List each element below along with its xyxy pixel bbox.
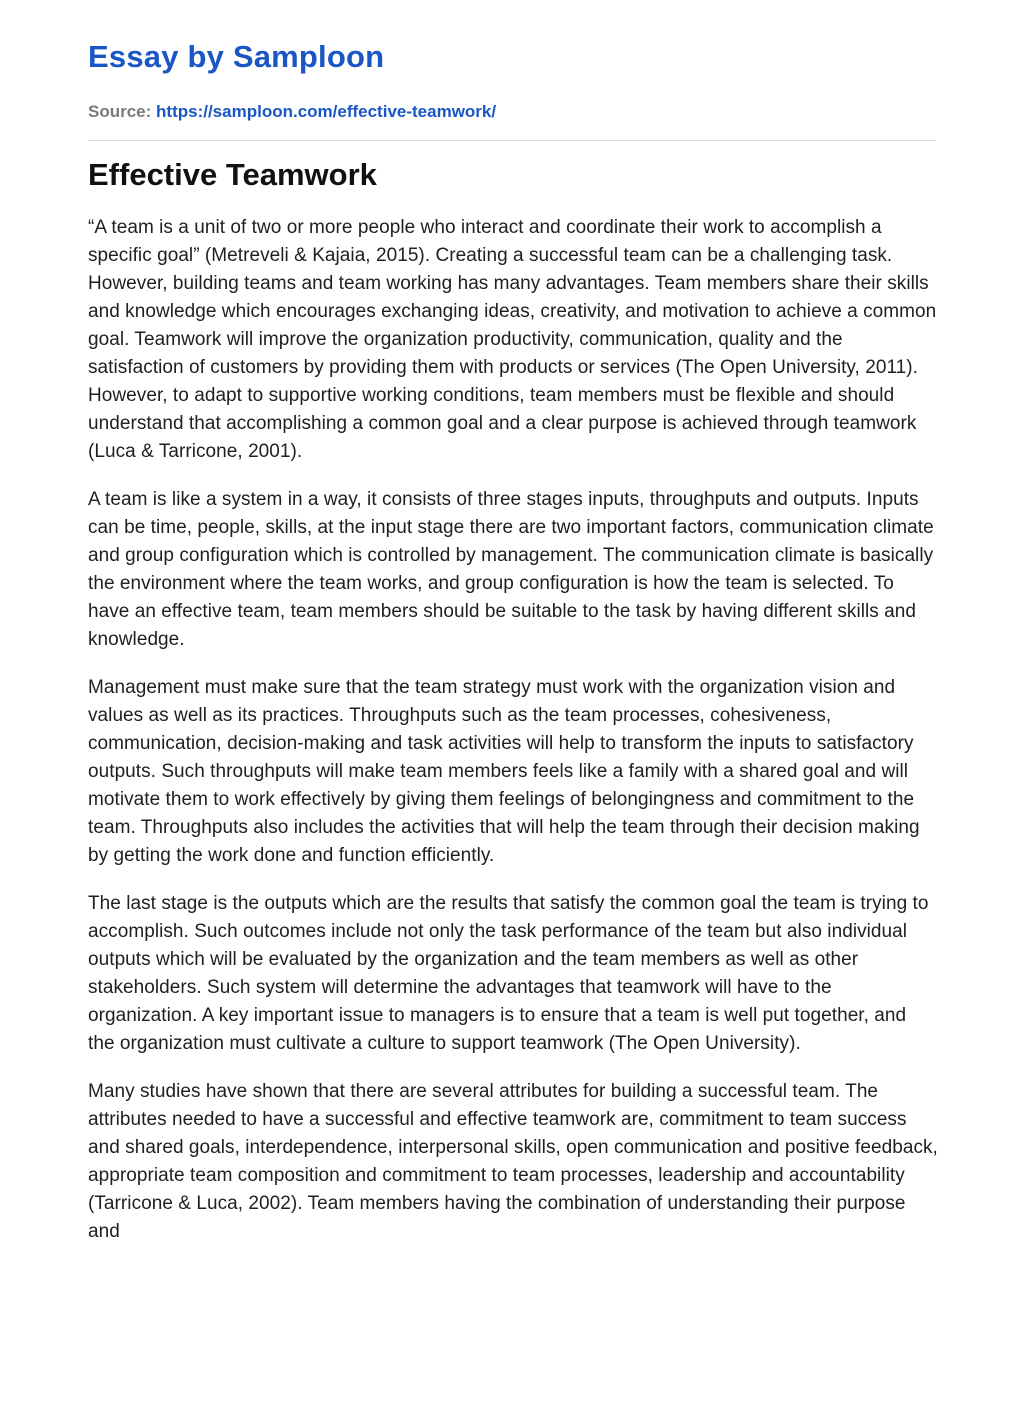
essay-paragraph: A team is like a system in a way, it consists of three stages inputs, throughputs and outputs. Inputs can be time, people, skills, at the input stage there are two important factors, communication climate and group configuration which is controlled by management. The communication climate is basically the environment where the team works, and group configuration is how the team is selected. To have an effective team, team members should be suitable to the task by having different skills and knowledge. xyxy=(88,489,934,650)
essay-paragraph: “A team is a unit of two or more people who interact and coordinate their work to accomplish a specific goal” (Metreveli & Kajaia, 2015). Creating a successful team can be a challenging task. However, building teams and team working has many advantages. Team members share their skills and knowledge which encourages exchanging ideas, creativity, and motivation to achieve a common goal. Teamwork will improve the organization productivity, communication, quality and the satisfaction of customers by providing them with products or services (The Open University, 2011). However, to adapt to supportive working conditions, team members must be flexible and should understand that accomplishing a common goal and a clear purpose is achieved through teamwork (Luca & Tarricone, 2001). xyxy=(88,217,937,462)
site-brand: Essay by Samploon xyxy=(88,39,385,74)
essay-body xyxy=(88,214,938,1246)
essay-paragraph: Many studies have shown that there are several attributes for building a successful team. The attributes needed to have a successful and effective teamwork are, commitment to team success and shared goals, interdependence, interpersonal skills, open communication and positive feedback, appropriate team composition and commitment to team processes, leadership and accountability (Tarricone & Luca, 2002). Team members having the combination of understanding their purpose and xyxy=(88,1081,938,1242)
essay-title: Effective Teamwork xyxy=(88,157,377,192)
source-line xyxy=(88,101,938,123)
header-divider xyxy=(88,140,936,141)
essay-paragraph: Management must make sure that the team strategy must work with the organization vision and values as well as its practices. Throughputs such as the team processes, cohesiveness, communication, decision-making and task activities will help to transform the inputs to satisfactory outputs. Such throughputs will make team members feels like a family with a shared goal and will motivate them to work effectively by giving them feelings of belongingness and commitment to the team. Throughputs also includes the activities that will help the team through their decision making by getting the work done and function efficiently. xyxy=(88,677,920,866)
essay-paragraph: The last stage is the outputs which are the results that satisfy the common goal the team is trying to accomplish. Such outcomes include not only the task performance of the team but also individual outputs which will be evaluated by the organization and the team members as well as other stakeholders. Such system will determine the advantages that teamwork will have to the organization. A key important issue to managers is to ensure that a team is well put together, and the organization must cultivate a culture to support teamwork (The Open University). xyxy=(88,893,929,1054)
document-page xyxy=(88,0,938,1246)
source-link[interactable]: https://samploon.com/effective-teamwork/ xyxy=(156,102,497,121)
source-label: Source: xyxy=(88,102,152,121)
